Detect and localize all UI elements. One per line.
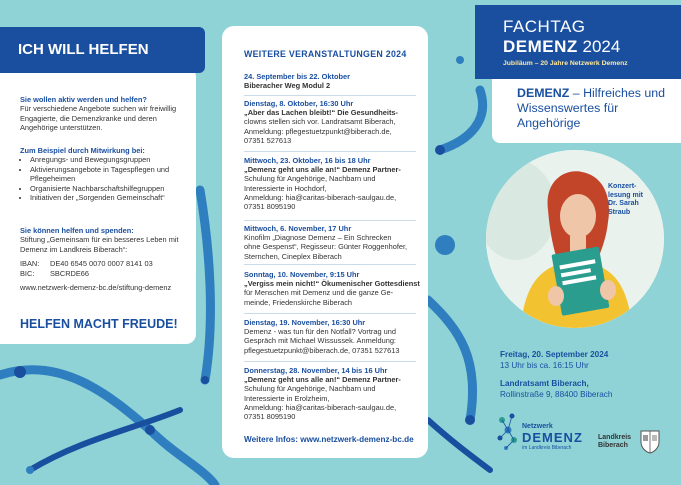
question-donate: Sie können helfen und spenden:	[20, 226, 134, 235]
event-date: 24. September bis 22. Oktober	[244, 72, 350, 81]
event-line: Gespräch mit Michael Wissussek. Anmeldung:	[244, 336, 396, 346]
question-examples: Zum Beispiel durch Mitwirkung bei:	[20, 146, 145, 155]
event-line: „Demenz geht uns alle an!“ Demenz Partner-	[244, 165, 401, 175]
event-date: Dienstag, 19. November, 16:30 Uhr	[244, 318, 366, 327]
divider	[244, 361, 416, 362]
list-item: • Aktivierungsangebote in Tagespflegen und Pflegeheimen	[30, 165, 192, 184]
event-item	[244, 72, 422, 90]
event-line: für Menschen mit Demenz und die ganze Ge-	[244, 288, 394, 298]
subtitle-rest: – Hilfreiches und Wissenswertes für Angehörige	[517, 86, 666, 130]
event-item	[244, 224, 422, 261]
event-line: Kinofilm „Diagnose Demenz – Ein Schrecken	[244, 233, 392, 243]
event-item	[244, 270, 422, 307]
event-date: Donnerstag, 28. November, 14 bis 16 Uhr	[244, 366, 388, 375]
divider	[244, 220, 416, 221]
bic-value: SBCRDE66	[50, 268, 90, 278]
event-line: clowns stellen sich vor. Landratsamt Biberach,	[244, 117, 396, 127]
event-date: Sonntag, 10. November, 9:15 Uhr	[244, 270, 360, 279]
network-dots-icon	[496, 412, 522, 452]
jubilaeum-line: Jubiläum – 20 Jahre Netzwerk Demenz	[503, 60, 628, 67]
portrait-photo	[486, 150, 664, 328]
event-line: Biberacher Weg Modul 2	[244, 81, 331, 91]
iban-label: IBAN:	[20, 259, 40, 269]
event-line: Schulung für Angehörige, Nachbarn und	[244, 384, 376, 394]
event-line: „Demenz geht uns alle an!“ Demenz Partner-	[244, 375, 401, 385]
landkreis-logo	[594, 428, 664, 468]
divider	[244, 95, 416, 96]
event-item	[244, 318, 422, 355]
iban-value: DE40 6545 0070 0007 8141 03	[50, 259, 153, 269]
event-line: ohne Gespenst“, Regisseur: Günter Roggenhofer,	[244, 242, 408, 252]
event-line: Interessierte in Hochdorf,	[244, 183, 327, 193]
event-date: Dienstag, 8. Oktober, 16:30 Uhr	[244, 99, 354, 108]
caption-line: Dr. Sarah	[608, 200, 639, 208]
caption-line: Straub	[608, 208, 631, 216]
coat-of-arms-icon	[640, 430, 660, 454]
event-line: Anmeldung: hia@caritas-biberach-saulgau.de,	[244, 402, 397, 412]
event-line: Anmeldung: pflegestuetzpunkt@biberach.de,	[244, 126, 392, 136]
list-item: • Anregungs- und Bewegungsgruppen	[30, 155, 192, 164]
subtitle	[517, 86, 667, 131]
event-line: 07351 527613	[244, 135, 292, 145]
bank-details	[20, 259, 192, 278]
left-section-1	[20, 95, 192, 133]
events-info-link[interactable]: Weitere Infos: www.netzwerk-demenz-bc.de	[244, 435, 414, 444]
event-line: Demenz - was tun für den Notfall? Vortrag und	[244, 327, 396, 337]
example-list	[20, 155, 192, 202]
event-line: pflegestuetzpunkt@biberach.de, 07351 527613	[244, 345, 400, 355]
landkreis-line: Biberach	[598, 442, 628, 449]
event-line: Sternchen, Cineplex Biberach	[244, 251, 342, 261]
foundation-url[interactable]: www.netzwerk-demenz-bc.de/stiftung-demenz	[20, 283, 172, 293]
subtitle-bold: DEMENZ	[517, 86, 570, 100]
divider	[244, 264, 416, 265]
landkreis-line: Landkreis	[598, 434, 632, 441]
event-line: Schulung für Angehörige, Nachbarn und	[244, 174, 376, 184]
paragraph-foundation: Stiftung „Gemeinsam für ein besseres Leben mit Demenz im Landkreis Biberach“:	[20, 235, 179, 254]
year: 2024	[582, 37, 621, 56]
paragraph-help: Für verschiedene Angebote suchen wir freiwillig Engagierte, die Demenzkranke und deren Angehörige unterstützen.	[20, 104, 177, 133]
event-line: Interessierte in Erolzheim,	[244, 393, 330, 403]
divider	[244, 313, 416, 314]
event-date: Mittwoch, 6. November, 17 Uhr	[244, 224, 352, 233]
events-title: WEITERE VERANSTALTUNGEN 2024	[244, 49, 407, 59]
landkreis-text	[598, 434, 631, 450]
fachtag-title: FACHTAG	[503, 17, 586, 36]
logo-sub: im Landkreis Biberach	[522, 445, 572, 451]
left-section-2	[20, 146, 192, 202]
left-section-3	[20, 226, 192, 292]
caption-line: Konzert-	[608, 183, 637, 190]
event-date: Mittwoch, 23. Oktober, 16 bis 18 Uhr	[244, 156, 371, 165]
caption-line: lesung mit	[608, 191, 644, 199]
event-item	[244, 156, 422, 211]
event-item	[244, 99, 422, 145]
event-address: Rollinstraße 9, 88400 Biberach	[500, 390, 613, 399]
event-venue: Landratsamt Biberach,	[500, 379, 589, 388]
logo-netzwerk: Netzwerk	[522, 423, 553, 430]
event-item	[244, 366, 422, 421]
event-date-main: Freitag, 20. September 2024	[500, 350, 609, 359]
divider	[244, 151, 416, 152]
left-header: ICH WILL HELFEN	[0, 27, 205, 73]
event-line: „Aber das Lachen bleibt!“ Die Gesundheits-	[244, 108, 398, 118]
bic-label: BIC:	[20, 268, 35, 278]
demenz-word: DEMENZ	[503, 37, 578, 56]
event-line: meinde, Friedenskirche Biberach	[244, 297, 353, 307]
event-line: „Vergiss mein nicht!“ Ökumenischer Gottesdienst	[244, 279, 420, 289]
event-line: 07351 8095190	[244, 412, 296, 422]
logo-demenz: DEMENZ	[522, 430, 583, 445]
concert-caption	[608, 183, 668, 217]
question-help: Sie wollen aktiv werden und helfen?	[20, 95, 147, 104]
event-line: Anmeldung: hia@caritas-biberach-saulgau.de,	[244, 192, 397, 202]
slogan: HELFEN MACHT FREUDE!	[20, 317, 178, 331]
title-banner	[475, 5, 681, 79]
event-time-main: 13 Uhr bis ca. 16:15 Uhr	[500, 361, 589, 370]
list-item: • Organisierte Nachbarschaftshilfegruppen	[30, 184, 192, 193]
list-item: • Initiativen der „Sorgenden Gemeinschaft“	[30, 193, 192, 202]
netzwerk-demenz-logo	[496, 412, 596, 468]
demenz-title	[503, 37, 620, 57]
event-line: 07351 8095190	[244, 202, 296, 212]
